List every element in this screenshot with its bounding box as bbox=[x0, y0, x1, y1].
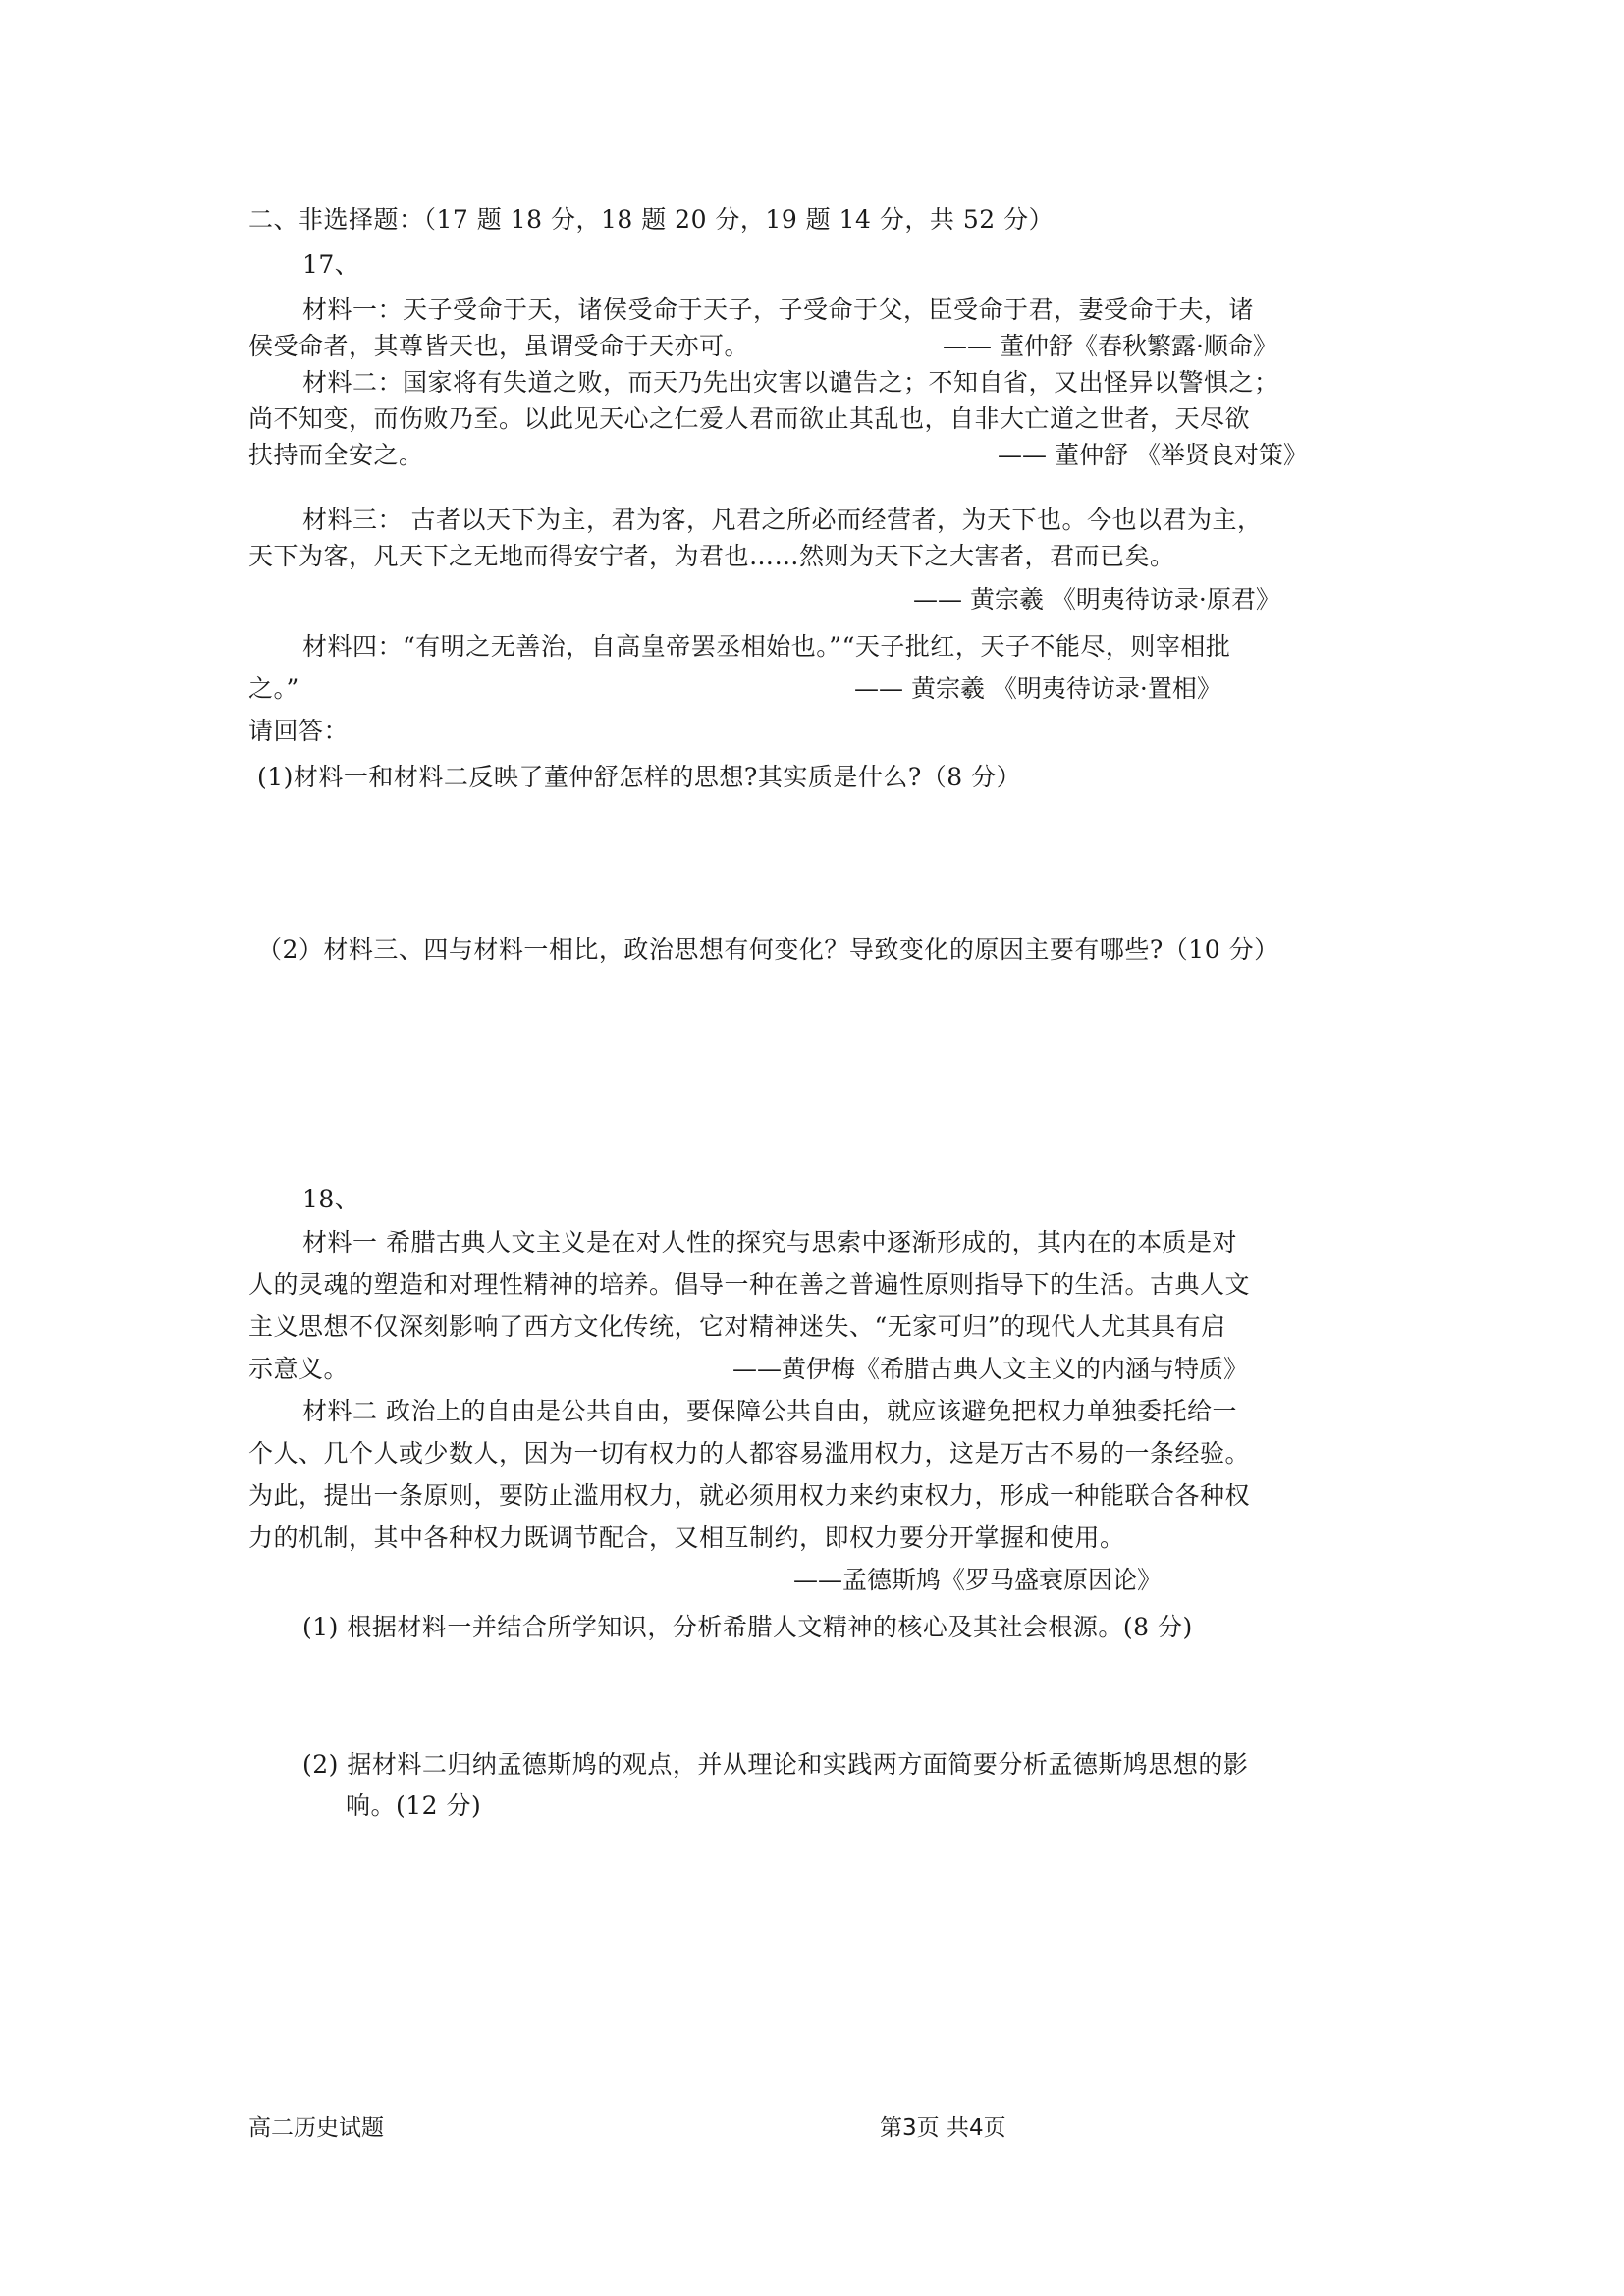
q17-material1-source: —— 董仲舒《春秋繁露·顺命》 bbox=[943, 332, 1277, 360]
q18-material2-line2: 个人、几个人或少数人，因为一切有权力的人都容易滥用权力，这是万古不易的一条经验。 bbox=[248, 1439, 1251, 1468]
q17-material2-line1: 材料二：国家将有失道之败，而天乃先出灾害以谴告之；不知自省，又出怪异以警惧之； bbox=[302, 368, 1279, 397]
q18-sub-question-1: (1) 根据材料一并结合所学知识，分析希腊人文精神的核心及其社会根源。(8 分) bbox=[302, 1613, 1193, 1641]
q18-material1-line2: 人的灵魂的塑造和对理性精神的培养。倡导一种在善之普遍性原则指导下的生活。古典人文 bbox=[248, 1270, 1251, 1299]
footer-page-number: 第3页 共4页 bbox=[880, 2115, 1006, 2141]
q17-material2-source: —— 董仲舒 《举贤良对策》 bbox=[998, 441, 1308, 469]
q17-material3-line2: 天下为客，凡天下之无地而得安宁者，为君也……然则为天下之大害者，君而已矣。 bbox=[248, 542, 1175, 570]
q18-material1-line4: 示意义。 bbox=[248, 1355, 350, 1383]
q17-sub-question-1: (1)材料一和材料二反映了董仲舒怎样的思想?其实质是什么?（8 分） bbox=[257, 763, 1022, 791]
q17-material4-source: —— 黄宗羲 《明夷待访录·置相》 bbox=[854, 674, 1221, 703]
q17-material4-line1: 材料四：“有明之无善治，自高皇帝罢丞相始也。”“天子批红，天子不能尽，则宰相批 bbox=[302, 632, 1231, 661]
q17-answer-prompt: 请回答： bbox=[248, 717, 350, 745]
q17-material3-line1: 材料三： 古者以天下为主，君为客，凡君之所必而经营者，为天下也。今也以君为主， bbox=[302, 506, 1263, 534]
q17-number: 17、 bbox=[302, 250, 360, 279]
q17-material4-line2: 之。” bbox=[248, 674, 299, 703]
q18-material2-source: ——孟德斯鸠《罗马盛衰原因论》 bbox=[793, 1566, 1163, 1594]
q17-sub-question-2: （2）材料三、四与材料一相比，政治思想有何变化？导致变化的原因主要有哪些?（10 分） bbox=[257, 935, 1279, 964]
q17-material2-line2: 尚不知变，而伤败乃至。以此见天心之仁爱人君而欲止其乱也，自非大亡道之世者，天尽欲 bbox=[248, 404, 1251, 433]
q18-number: 18、 bbox=[302, 1185, 360, 1213]
q18-material1-line1: 材料一 希腊古典人文主义是在对人性的探究与思索中逐渐形成的，其内在的本质是对 bbox=[302, 1228, 1237, 1256]
q18-material2-line1: 材料二 政治上的自由是公共自由，要保障公共自由，就应该避免把权力单独委托给一 bbox=[302, 1397, 1237, 1425]
section-header: 二、非选择题：（17 题 18 分，18 题 20 分，19 题 14 分，共 52 分） bbox=[248, 205, 1055, 234]
footer-exam-title: 高二历史试题 bbox=[248, 2115, 384, 2141]
q18-material2-line4: 力的机制，其中各种权力既调节配合，又相互制约，即权力要分开掌握和使用。 bbox=[248, 1523, 1125, 1552]
q17-material1-line1: 材料一：天子受命于天，诸侯受命于天子，子受命于父，臣受命于君，妻受命于夫，诸 bbox=[302, 295, 1255, 324]
q17-material1-line2: 侯受命者，其尊皆天也，虽谓受命于天亦可。 bbox=[248, 332, 750, 360]
q18-sub-question-2-line1: (2) 据材料二归纳孟德斯鸠的观点，并从理论和实践两方面简要分析孟德斯鸠思想的影 bbox=[302, 1750, 1249, 1779]
q18-material2-line3: 为此，提出一条原则，要防止滥用权力，就必须用权力来约束权力，形成一种能联合各种权 bbox=[248, 1481, 1251, 1510]
q17-material2-line3: 扶持而全安之。 bbox=[248, 441, 424, 469]
q17-material3-source: —— 黄宗羲 《明夷待访录·原君》 bbox=[913, 585, 1280, 614]
q18-material1-line3: 主义思想不仅深刻影响了西方文化传统，它对精神迷失、“无家可归”的现代人尤其具有启 bbox=[248, 1312, 1226, 1341]
q18-sub-question-2-line2: 响。(12 分) bbox=[346, 1791, 482, 1820]
q18-material1-source: ——黄伊梅《希腊古典人文主义的内涵与特质》 bbox=[732, 1355, 1249, 1383]
